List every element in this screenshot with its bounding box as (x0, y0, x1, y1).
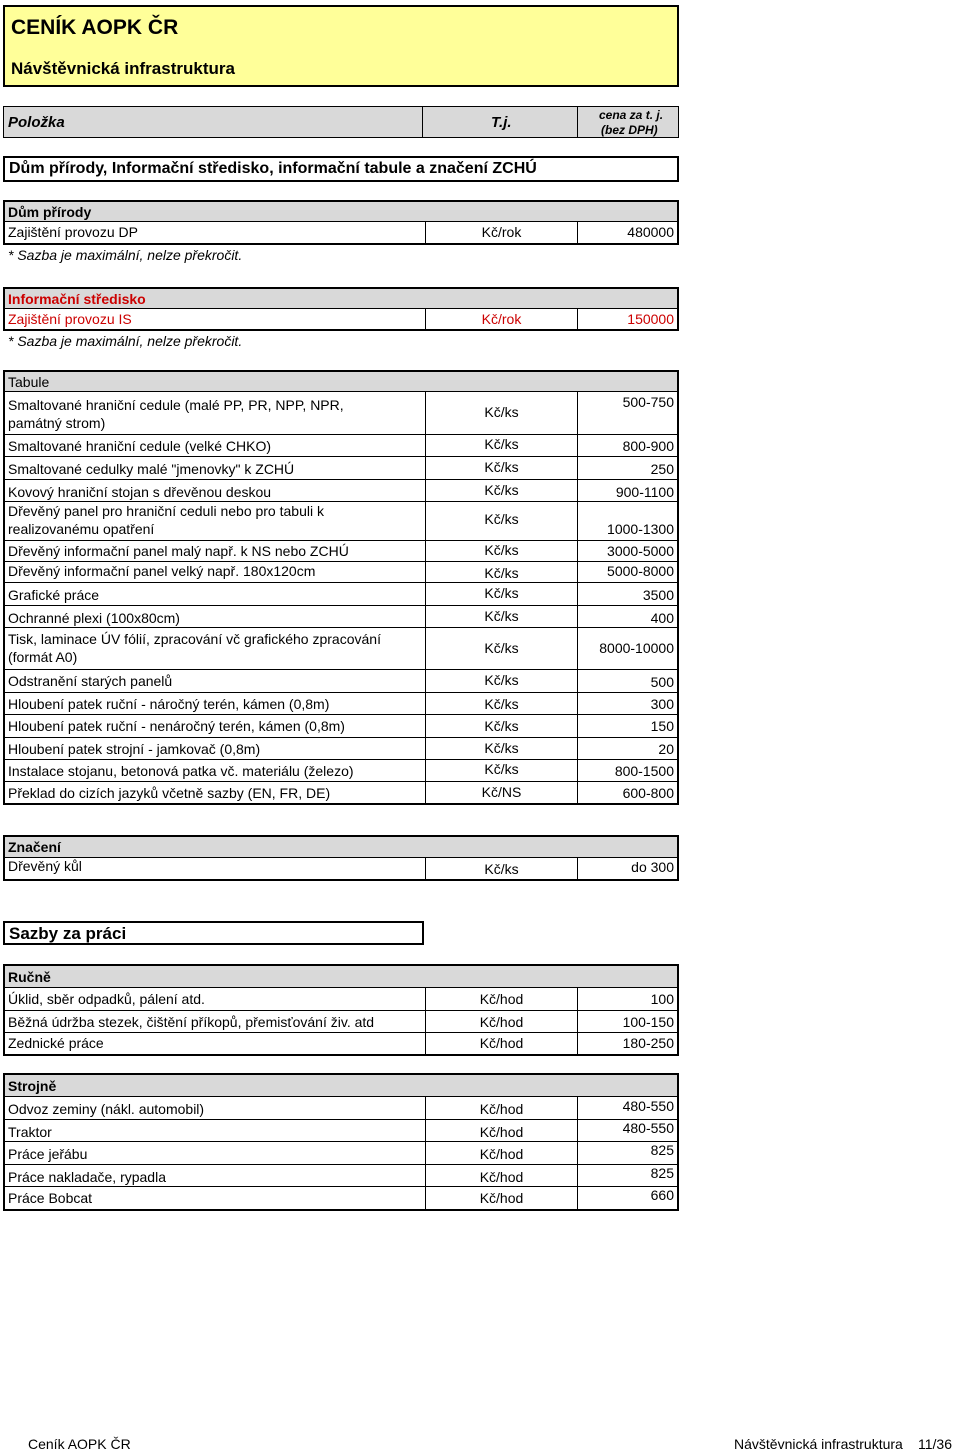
row-unit: Kč/hod (425, 1187, 578, 1209)
row-price: 8000-10000 (599, 640, 674, 656)
row-unit: Kč/ks (425, 562, 578, 582)
row-price: 3000-5000 (607, 543, 674, 559)
row-item: Hloubení patek ruční - nenáročný terén, kámen (0,8m) (8, 718, 345, 734)
row-item: Dřevěný kůl (8, 858, 82, 874)
row-price: 480-550 (622, 1120, 674, 1136)
row-item: Úklid, sběr odpadků, pálení atd. (8, 991, 205, 1007)
row-item: Hloubení patek ruční - náročný terén, kámen (0,8m) (8, 696, 330, 712)
row-price: 660 (650, 1187, 674, 1203)
table-row (5, 541, 677, 562)
row-unit: Kč/rok (425, 222, 578, 243)
row-unit: Kč/ks (425, 435, 578, 456)
row-price: 100-150 (622, 1014, 674, 1030)
row-unit: Kč/NS (425, 782, 578, 803)
row-unit: Kč/hod (425, 1142, 578, 1164)
row-price: 825 (650, 1142, 674, 1158)
dum-prirody-table (3, 200, 679, 245)
row-item: Běžná údržba stezek, čištění příkopů, přemisťování živ. atd (8, 1014, 375, 1030)
rucne-heading: Ručně (5, 966, 677, 988)
znaceni-table (3, 835, 679, 881)
row-price: 5000-8000 (607, 563, 674, 579)
footer-left: Ceník AOPK ČR (28, 1436, 131, 1452)
table-row (5, 1097, 677, 1120)
row-price: 150000 (627, 311, 674, 327)
table-row (5, 309, 677, 329)
row-unit: Kč/ks (425, 480, 578, 501)
row-price: 800-1500 (614, 763, 674, 779)
row-price: do 300 (631, 859, 674, 875)
table-row (5, 760, 677, 782)
row-item: Překlad do cizích jazyků včetně sazby (EN, FR, DE) (8, 785, 331, 801)
strojne-table (3, 1073, 679, 1211)
row-item-line2: realizovanému opatření (8, 521, 155, 537)
row-price: 825 (650, 1165, 674, 1181)
footer-right: Návštěvnická infrastruktura (734, 1436, 903, 1452)
row-item: Zajištění provozu DP (8, 224, 138, 240)
row-price: 180-250 (622, 1035, 674, 1051)
column-unit-label: T.j. (491, 114, 512, 131)
table-row (5, 628, 677, 670)
row-item: Práce jeřábu (8, 1146, 88, 1162)
tabule-table (3, 370, 679, 805)
row-price: 800-900 (622, 438, 674, 454)
row-unit: Kč/hod (425, 1097, 578, 1119)
row-unit: Kč/ks (425, 457, 578, 479)
row-item: Hloubení patek strojní - jamkovač (0,8m) (8, 741, 261, 757)
row-item-line2: (formát A0) (8, 649, 78, 665)
row-unit: Kč/ks (425, 628, 578, 669)
table-row (5, 1187, 677, 1209)
column-unit-cell (422, 107, 578, 137)
column-price-label-1: cena za t. j. (599, 108, 664, 122)
table-row (5, 480, 677, 502)
row-price: 250 (650, 461, 674, 477)
table-row (5, 858, 677, 879)
row-unit: Kč/ks (425, 715, 578, 737)
document-subtitle: Návštěvnická infrastruktura (11, 59, 235, 78)
row-item: Ochranné plexi (100x80cm) (8, 610, 180, 626)
informacni-stredisko-heading: Informační středisko (5, 289, 677, 309)
table-row (5, 715, 677, 738)
row-item: Kovový hraniční stojan s dřevěnou deskou (8, 484, 272, 500)
row-item: Tisk, laminace ÚV fólií, zpracování vč grafického zpracování (8, 631, 381, 647)
row-unit: Kč/ks (425, 693, 578, 714)
row-price: 500 (650, 674, 674, 690)
row-unit: Kč/hod (425, 1033, 578, 1054)
row-unit: Kč/hod (425, 988, 578, 1010)
row-unit: Kč/hod (425, 1120, 578, 1141)
row-price: 900-1100 (615, 484, 674, 500)
row-item: Odstranění starých panelů (8, 673, 173, 689)
tabule-heading: Tabule (5, 372, 677, 392)
row-price: 400 (650, 610, 674, 626)
row-price: 100 (650, 991, 674, 1007)
table-row (5, 988, 677, 1011)
row-unit: Kč/ks (425, 606, 578, 627)
row-item: Dřevěný panel pro hraniční ceduli nebo pro tabuli k (8, 503, 324, 519)
row-price: 150 (650, 718, 674, 734)
informacni-stredisko-note: * Sazba je maximální, nelze překročit. (8, 333, 243, 349)
document-header (3, 5, 679, 87)
table-row (5, 1033, 677, 1054)
row-item-line2: památný strom) (8, 415, 106, 431)
sazby-title: Sazby za práci (9, 924, 127, 943)
table-row (5, 1120, 677, 1142)
main-section-label: Dům přírody, Informační středisko, informační tabule a značení ZCHÚ (9, 160, 537, 177)
table-row (5, 392, 677, 435)
footer-page-number: 11/36 (918, 1436, 952, 1452)
row-item: Grafické práce (8, 587, 100, 603)
znaceni-heading: Značení (5, 837, 677, 858)
row-unit: Kč/rok (425, 309, 578, 329)
table-row (5, 738, 677, 760)
row-unit: Kč/hod (425, 1165, 578, 1186)
table-row (5, 1011, 677, 1033)
row-item: Zajištění provozu IS (8, 311, 132, 327)
table-row (5, 457, 677, 480)
rucne-table (3, 964, 679, 1056)
row-unit: Kč/ks (425, 502, 578, 540)
table-row (5, 435, 677, 457)
column-price-label-2: (bez DPH) (601, 123, 658, 137)
row-item: Smaltované cedulky malé "jmenovky" k ZCHÚ (8, 461, 295, 477)
row-unit: Kč/ks (425, 392, 578, 434)
document-title: CENÍK AOPK ČR (11, 16, 179, 39)
row-price: 20 (658, 741, 674, 757)
table-row (5, 782, 677, 803)
table-row (5, 1165, 677, 1187)
row-item: Dřevěný informační panel malý např. k NS nebo ZCHÚ (8, 543, 349, 559)
table-row (5, 583, 677, 606)
row-item: Smaltované hraniční cedule (malé PP, PR, NPP, NPR, (8, 397, 344, 413)
row-price: 600-800 (622, 785, 674, 801)
row-price: 1000-1300 (607, 521, 674, 537)
sazby-title-box (3, 921, 424, 945)
row-price: 480-550 (622, 1098, 674, 1114)
row-item: Dřevěný informační panel velký např. 180x120cm (8, 563, 316, 579)
table-row (5, 562, 677, 583)
column-item-label: Položka (8, 114, 65, 131)
table-row (5, 502, 677, 541)
row-item: Instalace stojanu, betonová patka vč. materiálu (železo) (8, 763, 354, 779)
table-row (5, 670, 677, 693)
table-row (5, 222, 677, 243)
column-header (3, 106, 679, 138)
row-price: 500-750 (622, 394, 674, 410)
informacni-stredisko-table (3, 287, 679, 331)
row-unit: Kč/ks (425, 760, 578, 781)
row-item: Smaltované hraniční cedule (velké CHKO) (8, 438, 272, 454)
row-unit: Kč/ks (425, 858, 578, 879)
row-unit: Kč/ks (425, 541, 578, 561)
row-price: 3500 (642, 587, 674, 603)
dum-prirody-note: * Sazba je maximální, nelze překročit. (8, 247, 243, 263)
table-row (5, 693, 677, 715)
strojne-heading: Strojně (5, 1075, 677, 1097)
row-unit: Kč/ks (425, 670, 578, 692)
main-section-title (3, 156, 679, 182)
row-unit: Kč/hod (425, 1011, 578, 1032)
row-price: 480000 (627, 224, 674, 240)
row-item: Zednické práce (8, 1035, 104, 1051)
row-unit: Kč/ks (425, 738, 578, 759)
row-unit: Kč/ks (425, 583, 578, 605)
row-item: Odvoz zeminy (nákl. automobil) (8, 1101, 205, 1117)
table-row (5, 606, 677, 628)
dum-prirody-heading: Dům přírody (5, 202, 677, 222)
row-price: 300 (650, 696, 674, 712)
row-item: Práce nakladače, rypadla (8, 1169, 166, 1185)
row-item: Práce Bobcat (8, 1190, 93, 1206)
table-row (5, 1142, 677, 1165)
row-item: Traktor (8, 1124, 52, 1140)
